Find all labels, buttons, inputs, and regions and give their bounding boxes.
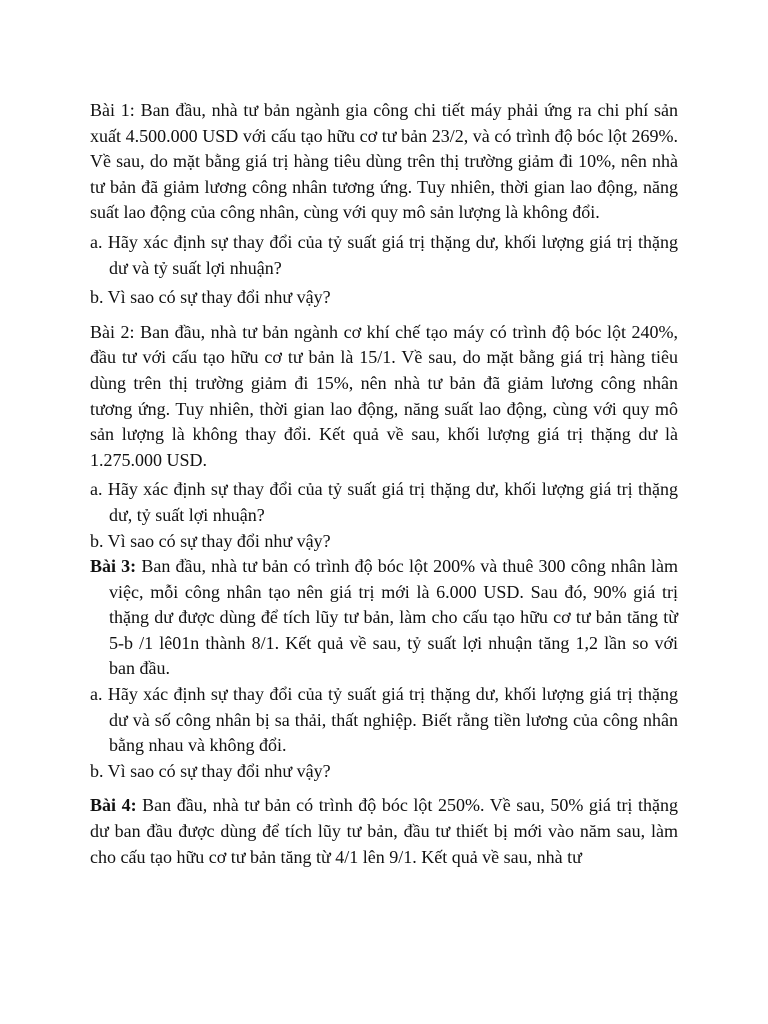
problem-2-question-b: b. Vì sao có sự thay đổi như vậy?: [90, 530, 331, 551]
problem-3-question-b: b. Vì sao có sự thay đổi như vậy?: [90, 760, 331, 781]
problem-4-body: Ban đầu, nhà tư bản có trình độ bóc lột 250%. Về sau, 50% giá trị thặng dư ban đầu được dùng để tích lũy tư bản, đầu tư thiết bị mới vào năm sau, làm cho cấu tạo hữu cơ tư bản tăng từ 4/1 lên 9/1. Kết quả về sau, nhà tư: [90, 795, 678, 867]
problem-1-question-a: a. Hãy xác định sự thay đổi của tỷ suất giá trị thặng dư, khối lượng giá trị thặng dư và tỷ suất lợi nhuận?: [90, 231, 678, 278]
problem-4-text: [90, 793, 678, 870]
problem-2-text: Bài 2: Ban đầu, nhà tư bản ngành cơ khí chế tạo máy có trình độ bóc lột 240%, đầu tư với cấu tạo hữu cơ tư bản là 15/1. Về sau, do mặt bằng giá trị hàng tiêu dùng trên thị trường giảm đi 15%, nên nhà tư bản đã giảm lương công nhân tương ứng. Tuy nhiên, thời gian lao động, năng suất lao động, cùng với quy mô sản lượng là không thay đổi. Kết quả về sau, khối lượng giá trị thặng dư là 1.275.000 USD.: [90, 321, 678, 470]
problem-3-text: [90, 554, 678, 682]
problem-3-question-a: a. Hãy xác định sự thay đổi của tỷ suất giá trị thặng dư, khối lượng giá trị thặng dư và số công nhân bị sa thải, thất nghiệp. Biết rằng tiền lương của công nhân bằng nhau và không đổi.: [90, 684, 678, 756]
problem-3-label: Bài 3:: [90, 556, 137, 577]
problem-4-label: Bài 4:: [90, 795, 137, 816]
problem-2-question-a: a. Hãy xác định sự thay đổi của tỷ suất giá trị thặng dư, khối lượng giá trị thặng dư, tỷ suất lợi nhuận?: [90, 479, 678, 525]
problem-1-text: Bài 1: Ban đầu, nhà tư bản ngành gia công chi tiết máy phải ứng ra chi phí sản xuất 4.500.000 USD với cấu tạo hữu cơ tư bản 23/2, và có trình độ bóc lột 269%. Về sau, do mặt bằng giá trị hàng tiêu dùng trên thị trường giảm đi 10%, nên nhà tư bản đã giảm lương công nhân tương ứng. Tuy nhiên, thời gian lao động, năng suất lao động của công nhân, cùng với quy mô sản lượng là không đổi.: [90, 100, 678, 223]
problem-1-question-b: b. Vì sao có sự thay đổi như vậy?: [90, 287, 331, 308]
document-page: [90, 98, 678, 870]
problem-3-body: Ban đầu, nhà tư bản có trình độ bóc lột 200% và thuê 300 công nhân làm việc, mỗi công nhân tạo nên giá trị mới là 6.000 USD. Sau đó, 90% giá trị thặng dư được dùng để tích lũy tư bản, làm cho cấu tạo hữu cơ tư bản tăng từ 5-b /1 lê01n thành 8/1. Kết quả về sau, tỷ suất lợi nhuận tăng 1,2 lần so với ban đầu.: [109, 556, 678, 679]
